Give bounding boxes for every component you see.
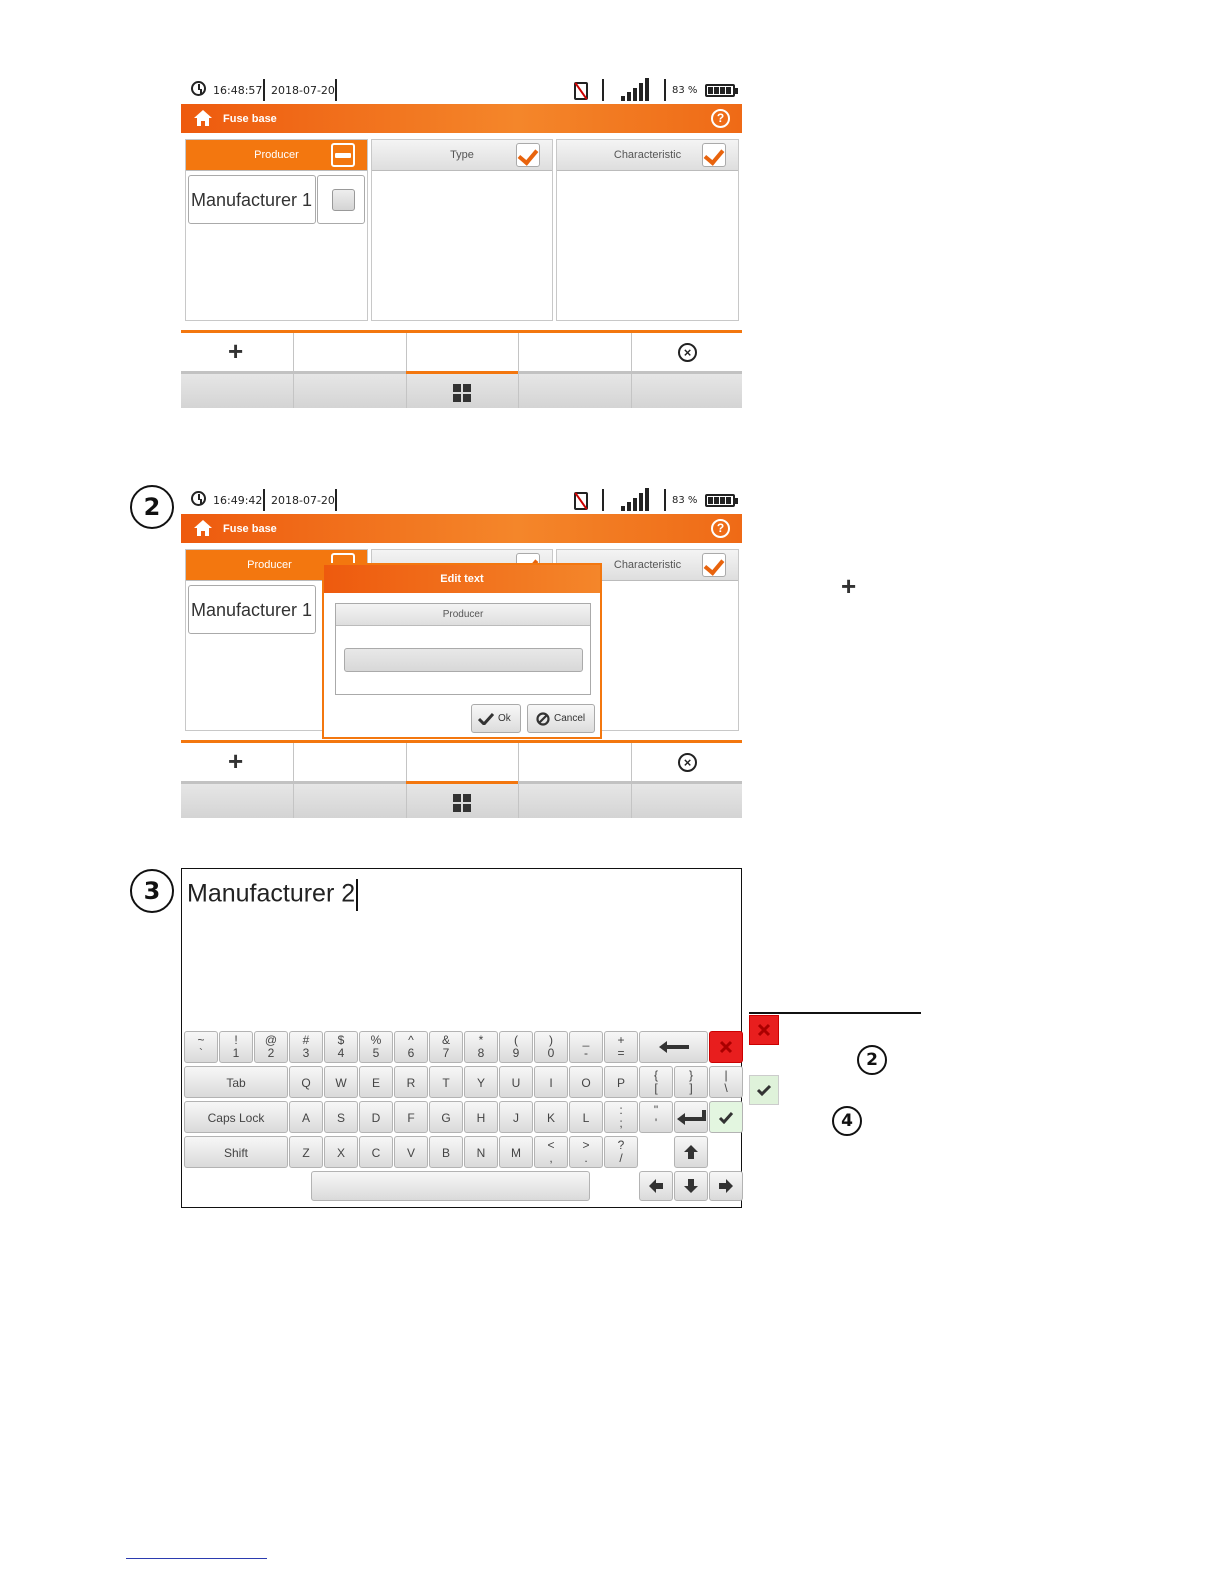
- key-char: -: [584, 1046, 588, 1060]
- arrow-left-icon: [649, 1179, 663, 1193]
- key[interactable]: [604, 1066, 638, 1098]
- producer-input[interactable]: [344, 648, 583, 672]
- page-title: Fuse base: [223, 523, 277, 535]
- key-char: S: [336, 1111, 345, 1125]
- step-number-3: 3: [130, 869, 174, 913]
- caps-lock-label: Caps Lock: [207, 1111, 265, 1125]
- memory-card-icon: [574, 492, 588, 510]
- key-shift-char: +: [617, 1033, 625, 1047]
- add-button[interactable]: +: [228, 336, 244, 366]
- key[interactable]: [324, 1031, 358, 1063]
- key[interactable]: [534, 1066, 568, 1098]
- key-char: J: [513, 1111, 519, 1125]
- help-icon[interactable]: ?: [711, 519, 730, 538]
- status-date: 2018-07-20: [271, 494, 335, 507]
- key[interactable]: [604, 1031, 638, 1063]
- checkbox-checked-icon[interactable]: [702, 553, 726, 577]
- panel-label: Type: [450, 149, 474, 161]
- shift-key[interactable]: [184, 1136, 288, 1168]
- key[interactable]: [569, 1066, 603, 1098]
- key[interactable]: [464, 1066, 498, 1098]
- list-item[interactable]: Manufacturer 1: [188, 585, 316, 634]
- key-char: ]: [689, 1081, 693, 1095]
- signal-icon: [621, 488, 655, 511]
- key-char: X: [336, 1146, 345, 1160]
- status-time: 16:48:57: [213, 84, 263, 97]
- add-button[interactable]: +: [228, 746, 244, 776]
- key[interactable]: [534, 1136, 568, 1168]
- key-char: N: [476, 1146, 486, 1160]
- key[interactable]: [394, 1031, 428, 1063]
- key[interactable]: [569, 1136, 603, 1168]
- key[interactable]: [289, 1136, 323, 1168]
- tab-label: Tab: [226, 1076, 246, 1090]
- title-bar: [181, 104, 742, 133]
- key-char: T: [442, 1076, 450, 1090]
- key-shift-char: ?: [617, 1138, 625, 1152]
- page-title: Fuse base: [223, 113, 277, 125]
- edit-text-dialog: [322, 563, 602, 739]
- screen-fuse-base-2: [181, 486, 742, 822]
- battery-percent: 83 %: [672, 495, 698, 506]
- close-icon[interactable]: ×: [678, 343, 697, 362]
- key-char: 3: [302, 1046, 310, 1060]
- key[interactable]: [394, 1066, 428, 1098]
- key-char: A: [301, 1111, 310, 1125]
- key-char: [: [654, 1081, 658, 1095]
- key-char: F: [407, 1111, 415, 1125]
- space-key[interactable]: [311, 1171, 590, 1201]
- status-bar: [181, 76, 742, 104]
- ok-button[interactable]: [471, 704, 521, 733]
- key-shift-char: >: [582, 1138, 590, 1152]
- key[interactable]: [499, 1066, 533, 1098]
- key-char: Y: [476, 1076, 485, 1090]
- text-entry-area[interactable]: [187, 879, 358, 911]
- key-char: D: [371, 1111, 381, 1125]
- grid-menu-icon[interactable]: [453, 384, 471, 402]
- memory-card-icon: [574, 82, 588, 100]
- key-shift-char: !: [234, 1033, 238, 1047]
- key[interactable]: [289, 1101, 323, 1133]
- arrow-up-key[interactable]: [674, 1136, 708, 1168]
- key[interactable]: [569, 1101, 603, 1133]
- key[interactable]: [359, 1031, 393, 1063]
- key[interactable]: [639, 1066, 673, 1098]
- check-icon: [718, 1110, 734, 1124]
- key-char: V: [406, 1146, 415, 1160]
- screen-fuse-base-1: [181, 76, 742, 412]
- key-shift-char: |: [724, 1068, 728, 1082]
- signal-icon: [621, 78, 655, 101]
- key[interactable]: [289, 1066, 323, 1098]
- key-char: 9: [512, 1046, 520, 1060]
- key-char: ,: [549, 1151, 553, 1165]
- key-char: `: [199, 1046, 203, 1060]
- key-char: H: [476, 1111, 486, 1125]
- key-shift-char: %: [370, 1033, 382, 1047]
- key[interactable]: [674, 1066, 708, 1098]
- shift-label: Shift: [223, 1146, 248, 1160]
- key[interactable]: [429, 1101, 463, 1133]
- key-shift-char: }: [688, 1068, 693, 1082]
- key[interactable]: [219, 1031, 253, 1063]
- key-shift-char: (: [514, 1033, 518, 1047]
- key[interactable]: [429, 1136, 463, 1168]
- key[interactable]: [464, 1101, 498, 1133]
- arrow-down-key[interactable]: [674, 1171, 708, 1201]
- arrow-up-icon: [684, 1145, 698, 1159]
- title-bar: [181, 514, 742, 543]
- partial-checkbox-icon[interactable]: [331, 143, 355, 167]
- close-icon[interactable]: ×: [678, 753, 697, 772]
- key-shift-char: ~: [197, 1033, 205, 1047]
- keyboard-screen: [181, 868, 742, 1208]
- panel-producer: [185, 139, 368, 321]
- key-char: ': [654, 1116, 658, 1130]
- clock-icon: [191, 491, 206, 506]
- enter-icon: [676, 1109, 707, 1126]
- key[interactable]: [429, 1031, 463, 1063]
- key[interactable]: [324, 1136, 358, 1168]
- footer-rule: [126, 1558, 267, 1559]
- key[interactable]: [324, 1101, 358, 1133]
- dialog-field-label: Producer: [336, 604, 590, 626]
- battery-icon: [705, 494, 735, 507]
- key[interactable]: [359, 1066, 393, 1098]
- key-char: R: [406, 1076, 416, 1090]
- caps-lock-key[interactable]: [184, 1101, 288, 1133]
- panel-label: Producer: [247, 559, 292, 571]
- status-time: 16:49:42: [213, 494, 263, 507]
- checkbox-checked-icon[interactable]: [702, 143, 726, 167]
- key-shift-char: :: [619, 1103, 623, 1117]
- key[interactable]: [184, 1031, 218, 1063]
- arrow-down-icon: [684, 1179, 698, 1193]
- home-icon[interactable]: [193, 109, 213, 127]
- key[interactable]: [709, 1066, 743, 1098]
- key[interactable]: [289, 1031, 323, 1063]
- key[interactable]: [534, 1101, 568, 1133]
- key-shift-char: ): [549, 1033, 553, 1047]
- key[interactable]: [464, 1031, 498, 1063]
- key-char: K: [546, 1111, 555, 1125]
- dialog-field-box: [335, 603, 591, 695]
- key-char: 1: [232, 1046, 240, 1060]
- status-date: 2018-07-20: [271, 84, 335, 97]
- key-char: Z: [302, 1146, 310, 1160]
- key[interactable]: [394, 1101, 428, 1133]
- close-icon: [718, 1039, 734, 1055]
- bottom-toolbar: [181, 330, 742, 408]
- list-item[interactable]: Manufacturer 1: [188, 175, 316, 224]
- check-icon: [478, 713, 494, 725]
- key-shift-char: _: [582, 1033, 590, 1047]
- bottom-toolbar: [181, 740, 742, 818]
- key[interactable]: [499, 1101, 533, 1133]
- key[interactable]: [429, 1066, 463, 1098]
- key-char: M: [511, 1146, 521, 1160]
- key-char: Q: [301, 1076, 311, 1090]
- key-char: E: [371, 1076, 380, 1090]
- cancel-icon: [536, 712, 550, 726]
- item-checkbox[interactable]: [317, 175, 365, 224]
- status-bar: [181, 486, 742, 514]
- key-char: ;: [619, 1116, 623, 1130]
- divider: [749, 1012, 921, 1014]
- key[interactable]: [359, 1136, 393, 1168]
- tab-key[interactable]: [184, 1066, 288, 1098]
- confirm-key[interactable]: [709, 1101, 743, 1133]
- home-icon[interactable]: [193, 519, 213, 537]
- key[interactable]: [359, 1101, 393, 1133]
- panel-type: [371, 139, 553, 321]
- key-char: 7: [442, 1046, 450, 1060]
- step-number-2: 2: [130, 485, 174, 529]
- key-char: P: [616, 1076, 625, 1090]
- key-char: 6: [407, 1046, 415, 1060]
- grid-menu-icon[interactable]: [453, 794, 471, 812]
- cancel-label: Cancel: [554, 713, 586, 724]
- key-char: 5: [372, 1046, 380, 1060]
- key-shift-char: ^: [408, 1033, 414, 1047]
- battery-icon: [705, 84, 735, 97]
- key[interactable]: [464, 1136, 498, 1168]
- key-char: =: [617, 1046, 625, 1060]
- key-shift-char: #: [302, 1033, 310, 1047]
- key-shift-char: *: [478, 1033, 484, 1047]
- key[interactable]: [639, 1101, 673, 1133]
- panel-header-type[interactable]: [372, 140, 552, 171]
- panel-header-producer[interactable]: [186, 140, 367, 171]
- checkbox-checked-icon[interactable]: [516, 143, 540, 167]
- key-char: O: [581, 1076, 591, 1090]
- key[interactable]: [604, 1136, 638, 1168]
- key-char: G: [441, 1111, 451, 1125]
- key-char: W: [335, 1076, 347, 1090]
- cancel-button[interactable]: [527, 704, 595, 733]
- key[interactable]: [499, 1031, 533, 1063]
- enter-key[interactable]: [674, 1101, 708, 1133]
- key-shift-char: $: [337, 1033, 345, 1047]
- text-cursor: [356, 879, 358, 911]
- key-char: L: [582, 1111, 590, 1125]
- key-char: 4: [337, 1046, 345, 1060]
- arrow-right-key[interactable]: [709, 1171, 743, 1201]
- key[interactable]: [604, 1101, 638, 1133]
- key[interactable]: [324, 1066, 358, 1098]
- entered-text: Manufacturer 2: [187, 879, 356, 908]
- cancel-key-icon: [749, 1015, 779, 1045]
- key-char: .: [584, 1151, 588, 1165]
- key[interactable]: [534, 1031, 568, 1063]
- backspace-key[interactable]: [639, 1031, 708, 1063]
- clock-icon: [191, 81, 206, 96]
- panel-label: Characteristic: [613, 149, 682, 161]
- key[interactable]: [254, 1031, 288, 1063]
- key-char: U: [511, 1076, 521, 1090]
- key-char: \: [724, 1081, 728, 1095]
- panel-header-characteristic[interactable]: [557, 140, 738, 171]
- panel-label: Producer: [254, 149, 299, 161]
- key-char: I: [549, 1076, 553, 1090]
- key[interactable]: [394, 1136, 428, 1168]
- arrow-right-icon: [719, 1179, 733, 1193]
- key-shift-char: {: [653, 1068, 658, 1082]
- key[interactable]: [499, 1136, 533, 1168]
- key-shift-char: <: [547, 1138, 555, 1152]
- ok-label: Ok: [498, 713, 511, 724]
- key-shift-char: ": [653, 1103, 659, 1117]
- reference-step-4: 4: [832, 1106, 862, 1136]
- key-char: /: [619, 1151, 623, 1165]
- key-char: C: [371, 1146, 381, 1160]
- key-char: B: [441, 1146, 450, 1160]
- panel-label: Characteristic: [613, 559, 682, 571]
- confirm-key-icon: [749, 1075, 779, 1105]
- arrow-left-key[interactable]: [639, 1171, 673, 1201]
- key[interactable]: [569, 1031, 603, 1063]
- dialog-title: Edit text: [324, 565, 600, 593]
- battery-percent: 83 %: [672, 85, 698, 96]
- key-shift-char: &: [441, 1033, 450, 1047]
- key-char: 2: [267, 1046, 275, 1060]
- help-icon[interactable]: ?: [711, 109, 730, 128]
- cancel-key[interactable]: [709, 1031, 743, 1063]
- key-shift-char: @: [264, 1033, 278, 1047]
- reference-step-2: 2: [857, 1045, 887, 1075]
- key-char: 0: [547, 1046, 555, 1060]
- backspace-icon: [657, 1039, 691, 1055]
- panel-characteristic: [556, 139, 739, 321]
- plus-icon: +: [841, 571, 857, 601]
- key-char: 8: [477, 1046, 485, 1060]
